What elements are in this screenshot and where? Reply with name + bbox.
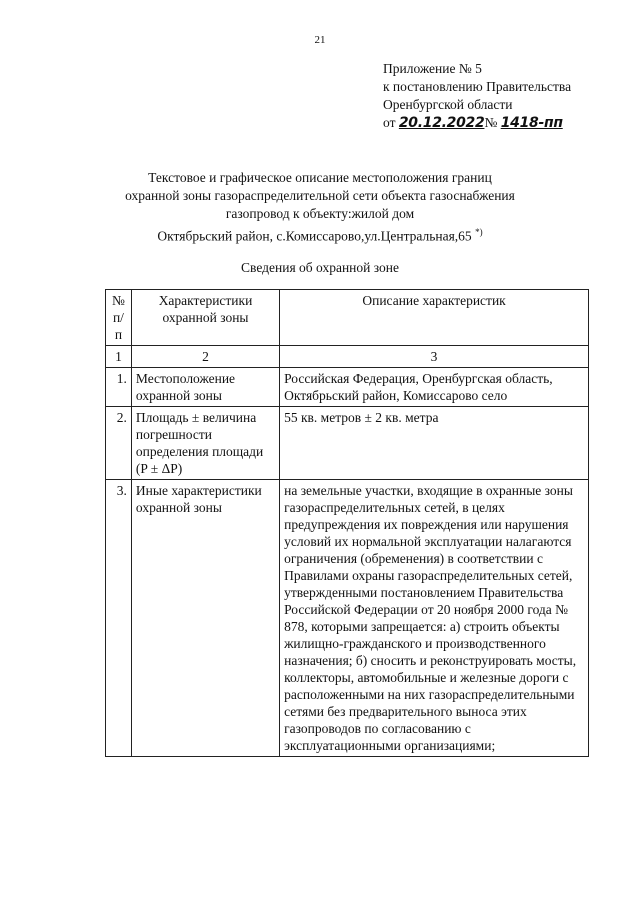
appendix-line-3: Оренбургской области — [383, 97, 513, 112]
row-description: на земельные участки, входящие в охранные зоны газораспределительных сетей, в целях предупреждения их повреждения или нарушения условий их нормальной эксплуатации налагаются ограничения (обременения) в соответствии с Правилами охраны газораспределительных сетей, утвержденными постановлением Правительства Российской Федерации от 20 ноября 2000 года № 878, которыми запрещается: а) строить объекты жилищно-гражданского и производственного назначения; б) сносить и реконструировать мосты, коллекторы, автомобильные и железные дороги с расположенными на них газораспределительными сетями без предварительного выноса этих газопроводов по согласованию с эксплуатационными организациями; — [280, 480, 589, 757]
index-cell-1: 1 — [106, 346, 132, 368]
table-header-row — [106, 290, 589, 346]
section-subtitle: Сведения об охранной зоне — [241, 260, 399, 275]
row-num: 2. — [106, 407, 132, 480]
row-description: Российская Федерация, Оренбургская область, Октябрьский район, Комиссарово село — [280, 368, 589, 407]
appendix-date-line — [383, 114, 571, 132]
appendix-line-1: Приложение № 5 — [383, 61, 482, 76]
table-row — [106, 407, 589, 480]
table-row — [106, 368, 589, 407]
index-cell-2: 2 — [131, 346, 279, 368]
title-line-3: газопровод к объекту:жилой дом — [225, 206, 415, 221]
title-line-1: Текстовое и графическое описание местоположения границ — [148, 170, 492, 185]
table-index-row — [106, 346, 589, 368]
document-title — [0, 169, 640, 246]
row-characteristic: Иные характеристики охранной зоны — [131, 480, 279, 757]
handwritten-number: 1418-пп — [500, 115, 563, 131]
index-cell-3: 3 — [280, 346, 589, 368]
page-number: 21 — [314, 34, 326, 46]
row-num: 3. — [106, 480, 132, 757]
row-num: 1. — [106, 368, 132, 407]
row-characteristic: Местоположение охранной зоны — [131, 368, 279, 407]
row-characteristic: Площадь ± величина погрешности определения площади (P ± ΔP) — [131, 407, 279, 480]
footnote-mark: *) — [475, 227, 483, 237]
header-num: № п/п — [106, 290, 132, 346]
date-prefix: от — [383, 115, 396, 130]
number-sign: № — [484, 115, 498, 130]
title-line-4 — [0, 223, 640, 246]
handwritten-date: 20.12.2022 — [398, 115, 485, 131]
protection-zone-table — [105, 289, 589, 757]
title-line-2: охранной зоны газораспределительной сети объекта газоснабжения — [125, 188, 515, 203]
header-characteristic: Характеристики охранной зоны — [131, 290, 279, 346]
appendix-block — [383, 60, 571, 132]
row-description: 55 кв. метров ± 2 кв. метра — [280, 407, 589, 480]
appendix-line-2: к постановлению Правительства — [383, 79, 572, 94]
table-row — [106, 480, 589, 757]
header-description: Описание характеристик — [280, 290, 589, 346]
title-line-4-text: Октябрьский район, с.Комиссарово,ул.Центральная,65 — [157, 228, 472, 244]
